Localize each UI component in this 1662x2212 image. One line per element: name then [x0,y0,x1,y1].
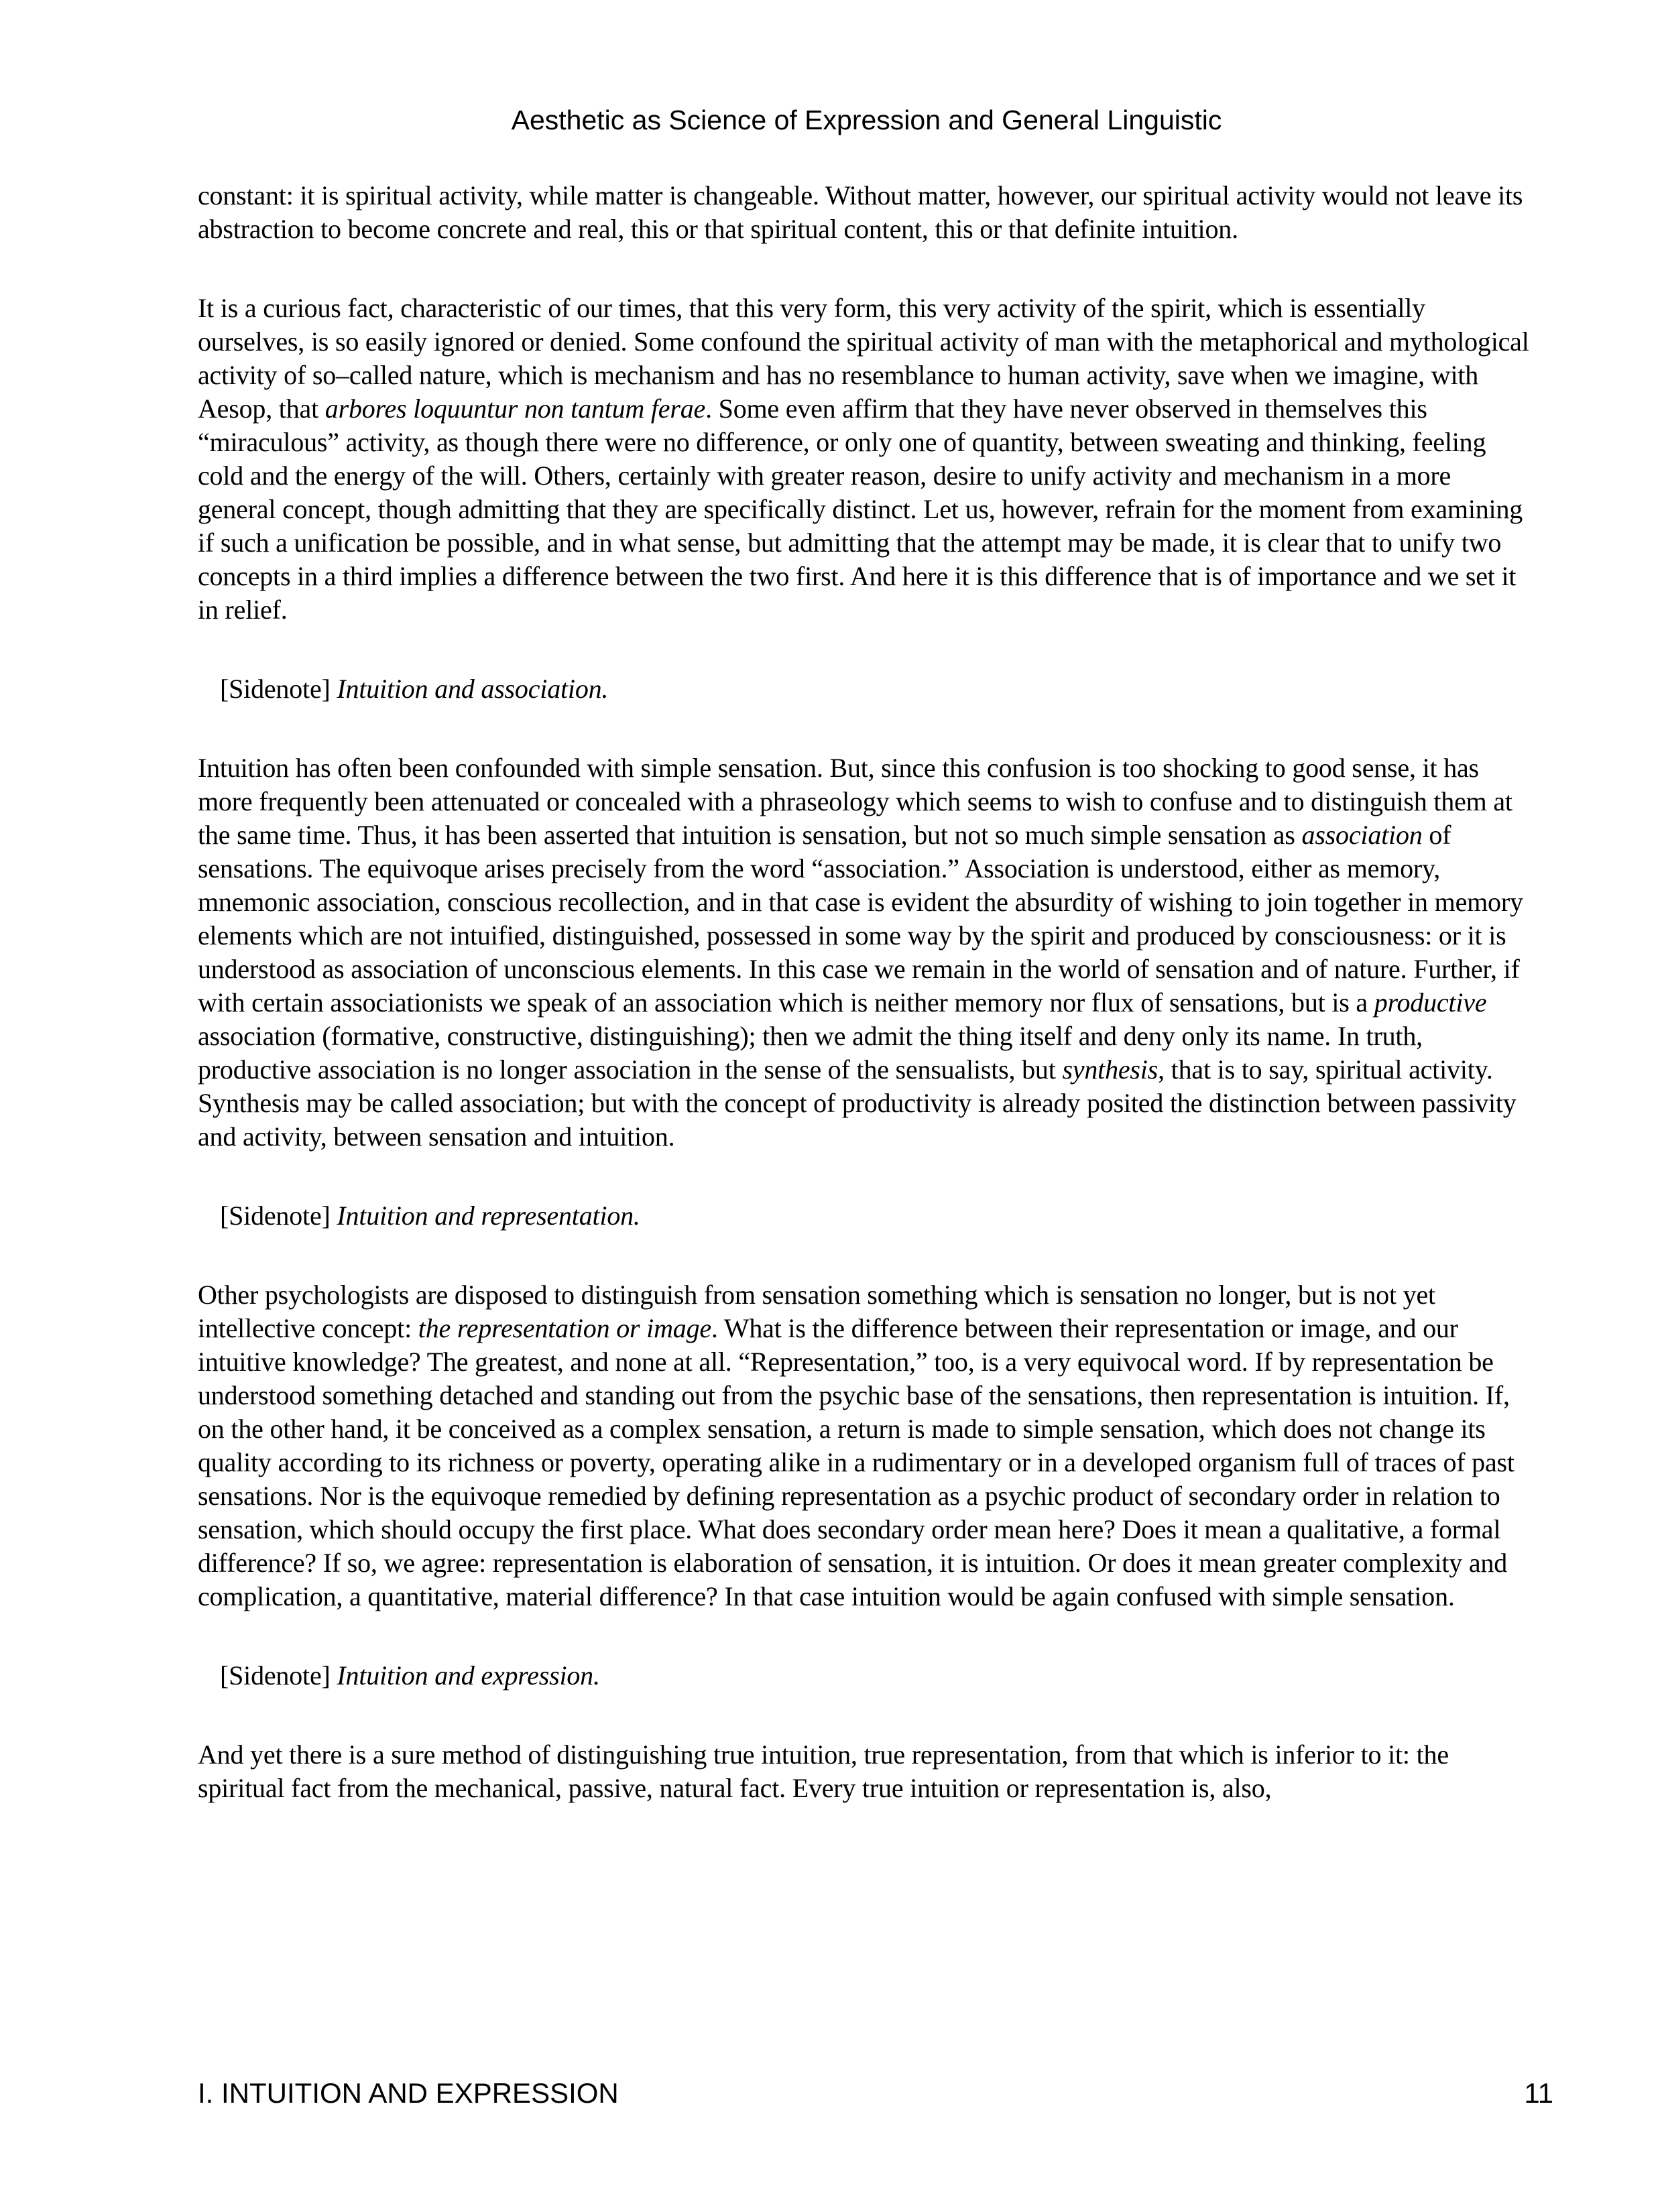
text-run: association (formative, constructive, distinguishing); then we admit the thing itself and deny only its name. In truth, productive association is no longer association in the sense of the sensualists, but [198,1021,1423,1085]
text-run: Other psychologists are disposed to distinguish from sensation something which is sensation no longer, but is not yet intellective concept: [198,1280,1435,1343]
text-run: , that is to say, spiritual activity. Synthesis may be called association; but with the concept of productivity is already posited the distinction between passivity and activity, between sensation and intuition. [198,1054,1517,1152]
text-run: . Some even affirm that they have never observed in themselves this “miraculous” activity, as though there were no difference, or only one of quantity, between sweating and thinking, feeling cold and the energy of the will. Others, certainly with greater reason, desire to unify activity and mechanism in a more general concept, though admitting that they are specifically distinct. Let us, however, refrain for the moment from examining if such a unification be possible, and in what sense, but admitting that the attempt may be made, it is clear that to unify two concepts in a third implies a difference between the two first. And here it is this difference that is of importance and we set it in relief. [198,393,1523,625]
paragraph [198,751,1535,1154]
chapter-title: I. INTUITION AND EXPRESSION [198,2077,619,2109]
text-run: . What is the difference between their representation or image, and our intuitive knowledge? The greatest, and none at all. “Representation,” too, is a very equivocal word. If by representation be understood something detached and standing out from the psychic base of the sensations, then representation is intuition. If, on the other hand, it be conceived as a complex sensation, a return is made to simple sensation, which does not change its quality according to its richness or poverty, operating alike in a rudimentary or in a developed organism full of traces of past sensations. Nor is the equivoque remedied by defining representation as a psychic product of secondary order in relation to sensation, which should occupy the first place. What does secondary order mean here? Does it mean a qualitative, a formal difference? If so, we agree: representation is elaboration of sensation, it is intuition. Or does it mean greater complexity and complication, a quantitative, material difference? In that case intuition would be again confused with simple sensation. [198,1313,1515,1611]
page-number: 11 [1524,2077,1553,2109]
italic-text-run: productive [1374,987,1487,1018]
text-run: [Sidenote] [220,1201,337,1231]
text-run: It is a curious fact, characteristic of our times, that this very form, this very activity of the spirit, which is essentially ourselves, is so easily ignored or denied. Some confound the spiritual activity of man with the metaphorical and mythological activity of so–called nature, which is mechanism and has no resemblance to human activity, save when we imagine, with Aesop, that [198,293,1529,424]
page-footer [198,2077,1553,2110]
text-run: And yet there is a sure method of distinguishing true intuition, true representation, from that which is inferior to it: the spiritual fact from the mechanical, passive, natural fact. Every true intuition or representation is, also, [198,1739,1449,1803]
italic-text-run: Intuition and expression. [337,1660,600,1691]
text-run: Intuition has often been confounded with simple sensation. But, since this confusion is too shocking to good sense, it has more frequently been attenuated or concealed with a phraseology which seems to wish to confuse and to distinguish them at the same time. Thus, it has been asserted that intuition is sensation, but not so much simple sensation as [198,753,1512,850]
sidenote [198,1659,1535,1693]
sidenote [198,672,1535,706]
page-content [198,179,1535,1805]
page-header [198,104,1535,136]
text-run: constant: it is spiritual activity, while matter is changeable. Without matter, however, our spiritual activity would not leave its abstraction to become concrete and real, this or that spiritual content, this or that definite intuition. [198,180,1523,244]
italic-text-run: arbores loquuntur non tantum ferae [324,393,706,424]
italic-text-run: Intuition and association. [337,674,609,704]
text-run: of sensations. The equivoque arises precisely from the word “association.” Association is understood, either as memory, mnemonic association, conscious recollection, and in that case is evident the absurdity of wishing to join together in memory elements which are not intuified, distinguished, possessed in some way by the spirit and produced by consciousness: or it is understood as association of unconscious elements. In this case we remain in the world of sensation and of nature. Further, if with certain associationists we speak of an association which is neither memory nor flux of sensations, but is a [198,820,1523,1018]
paragraph [198,179,1535,246]
italic-text-run: the representation or image [418,1313,711,1343]
italic-text-run: synthesis [1062,1054,1159,1085]
paragraph [198,1278,1535,1613]
paragraph [198,1738,1535,1805]
italic-text-run: association [1301,820,1423,850]
paragraph [198,292,1535,627]
text-run: [Sidenote] [220,674,337,704]
sidenote [198,1199,1535,1233]
italic-text-run: Intuition and representation. [337,1201,640,1231]
text-run: [Sidenote] [220,1660,337,1691]
book-title: Aesthetic as Science of Expression and General Linguistic [511,105,1222,135]
